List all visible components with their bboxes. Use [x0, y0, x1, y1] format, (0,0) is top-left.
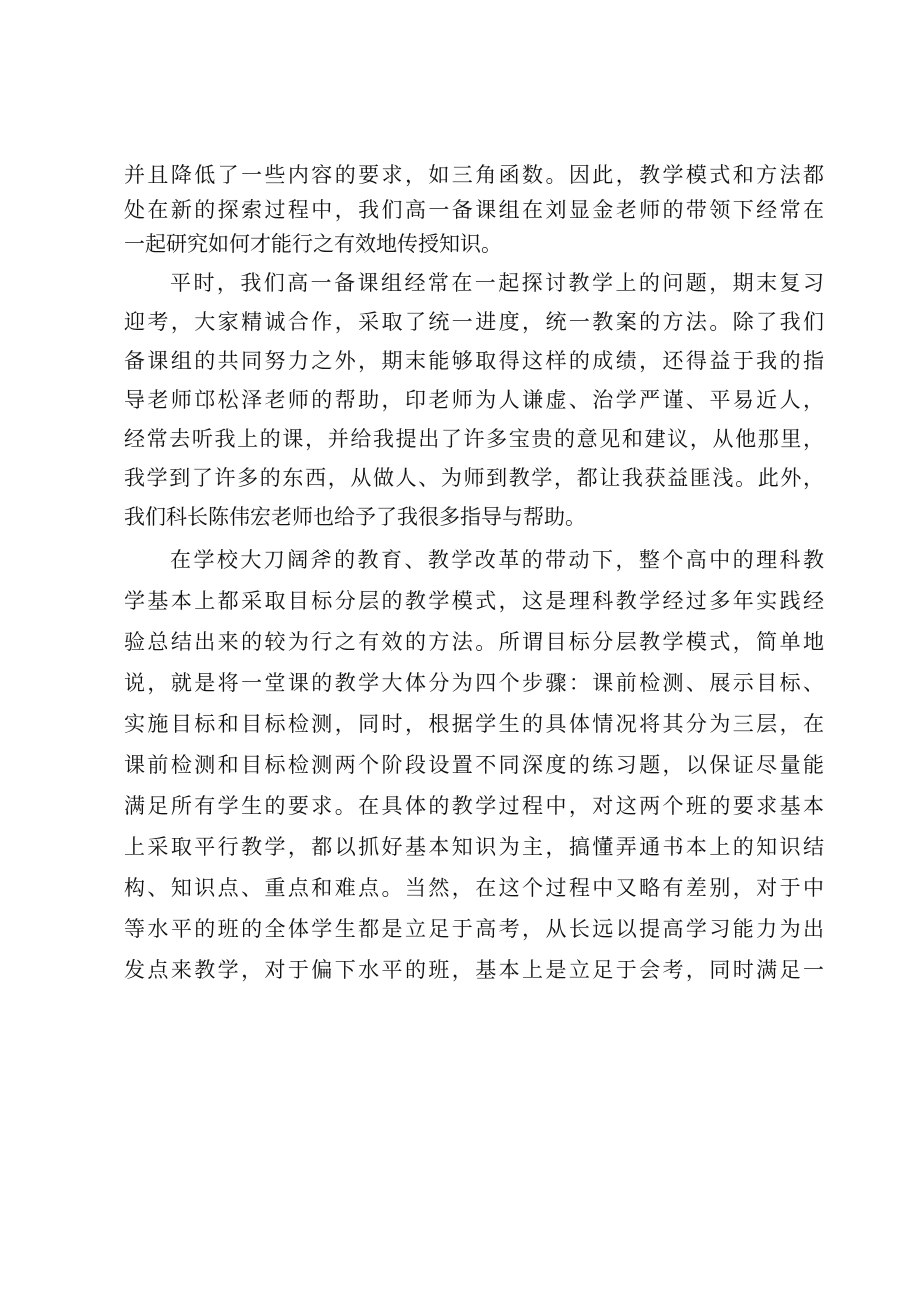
paragraph-1-line-3: 一起研究如何才能行之有效地传授知识。 — [124, 232, 502, 256]
paragraph-3-line-1: 在学校大刀阔斧的教育、教学改革的带动下，整个高中的理科教 — [170, 548, 824, 572]
paragraph-2-line-4: 导老师邙松泽老师的帮助，印老师为人谦虚、治学严谨、平易近人， — [124, 388, 824, 412]
paragraph-2-line-1: 平时，我们高一备课组经常在一起探讨教学上的问题，期末复习 — [170, 271, 824, 295]
paragraph-3-line-9: 构、知识点、重点和难点。当然，在这个过程中又略有差别，对于中 — [124, 876, 824, 900]
paragraph-2-line-3: 备课组的共同努力之外，期末能够取得这样的成绩，还得益于我的指 — [124, 349, 824, 373]
paragraph-1-line-1: 并且降低了一些内容的要求，如三角函数。因此，教学模式和方法都 — [124, 163, 824, 187]
paragraph-1-line-2: 处在新的探索过程中，我们高一备课组在刘显金老师的带领下经常在 — [124, 198, 824, 222]
paragraph-2-line-5: 经常去听我上的课，并给我提出了许多宝贵的意见和建议，从他那里， — [124, 427, 824, 451]
paragraph-3-line-2: 学基本上都采取目标分层的教学模式，这是理科教学经过多年实践经 — [124, 589, 824, 613]
paragraph-3-line-10: 等水平的班的全体学生都是立足于高考，从长远以提高学习能力为出 — [124, 917, 824, 941]
paragraph-3-line-7: 满足所有学生的要求。在具体的教学过程中，对这两个班的要求基本 — [124, 794, 824, 818]
paragraph-2-line-6: 我学到了许多的东西，从做人、为师到教学，都让我获益匪浅。此外， — [124, 466, 824, 490]
paragraph-3-line-6: 课前检测和目标检测两个阶段设置不同深度的练习题，以保证尽量能 — [124, 753, 824, 777]
paragraph-2-line-2: 迎考，大家精诚合作，采取了统一进度，统一教案的方法。除了我们 — [124, 310, 824, 334]
paragraph-3-line-4: 说，就是将一堂课的教学大体分为四个步骤：课前检测、展示目标、 — [124, 671, 824, 695]
paragraph-3-line-8: 上采取平行教学，都以抓好基本知识为主，搞懂弄通书本上的知识结 — [124, 835, 824, 859]
paragraph-3-line-11: 发点来教学，对于偏下水平的班，基本上是立足于会考，同时满足一 — [124, 958, 824, 982]
paragraph-2-line-7: 我们科长陈伟宏老师也给予了我很多指导与帮助。 — [124, 505, 586, 529]
paragraph-3-line-5: 实施目标和目标检测，同时，根据学生的具体情况将其分为三层，在 — [124, 712, 824, 736]
paragraph-3-line-3: 验总结出来的较为行之有效的方法。所谓目标分层教学模式，简单地 — [124, 630, 824, 654]
